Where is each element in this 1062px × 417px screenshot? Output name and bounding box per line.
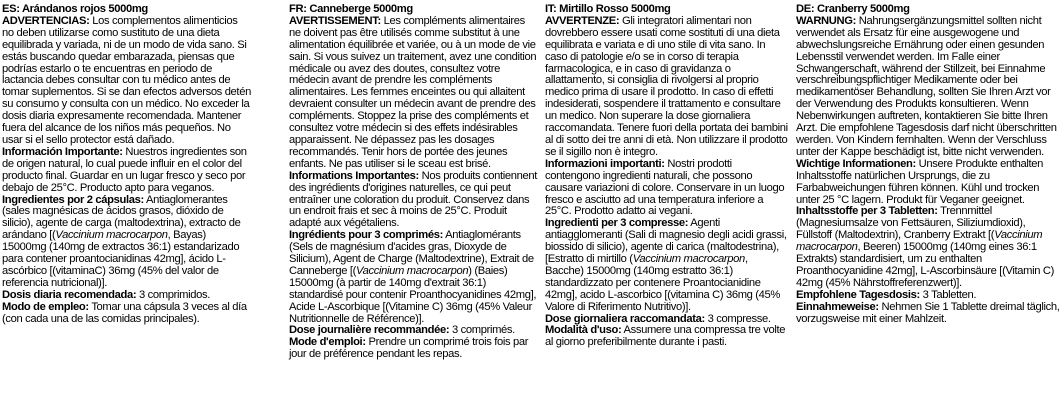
usage-section [289, 337, 539, 361]
section-heading: Dosis diaria recomendada: [2, 288, 137, 301]
section-heading: AVVERTENZE: [545, 14, 620, 27]
section-text: Gli integratori alimentari non dovrebbero essere usati come sostituti di una dieta equilibrata e variata e di uno stile di vita sano. In caso di patologie e/o se in corso di terapia farmacologica, e in caso di gravidanza o allattamento, si consiglia di rivolgersi al proprio medico prima di usare il prodotto. In caso di effetti indesiderati, sospendere il trattamento e consultare un medico. Non superare la dose giornaliera raccomandata. Tenere fuori della portata dei bambini al di sotto dei tre anni di età. Non utilizzare il prodotto se il sigillo non è integro. [545, 14, 788, 158]
section-heading: Modo de empleo: [2, 300, 89, 313]
warning-section [545, 16, 789, 159]
section-text: Los complementos alimenticios no deben utilizarse como sustituto de una dieta equilibrada y variada, ni de un modo de vida sano. Si estás buscando quedar embarazada, piensas que podrías estarlo o te encuentras en periodo de lactancia debes consultar con tu médico antes de tomar suplementos. Si se dan efectos adversos detén su consumo y consulta con un médico. No exceder la dosis diaria expresamente recomendada. Mantener fuera del alcance de los niños más pequeños. No usar si el sello protector está dañado. [2, 14, 251, 146]
ingredients-section [796, 206, 1060, 289]
section-text: , Bacche) 15000mg (140mg estratto 36:1) standardizzato per contenere Proantocianidine 42mg], acido L-ascorbico [(vitamina C) 36mg (45% Valore di Riferimento Nutritivo)]. [545, 253, 781, 313]
section-heading: Modalità d'uso: [545, 324, 622, 337]
section-heading: Ingrédients pour 3 comprimés: [289, 229, 443, 242]
column-title: ES: Arándanos rojos 5000mg [2, 3, 148, 15]
section-heading: Informazioni importanti: [545, 157, 665, 170]
species-name: Vaccinium macrocarpon [796, 229, 1043, 254]
warning-section [796, 16, 1060, 159]
section-text: 3 comprimés. [451, 324, 515, 337]
section-text: Nostri prodotti contengono ingredienti naturali, che possono causare variazioni di colore. Conservare in un luogo fresco e asciutto ad una temperatura inferiore a 25°C. Prodotto adatto ai vegani. [545, 157, 785, 218]
section-text: Nahrungsergänzungsmittel sollten nicht verwendet als Ersatz für eine ausgewogene und abwechslungsreiche Ernährung oder einen gesunden Lebensstil verwendet werden. Im Falle einer Schwangerschaft, während der Stillzeit, bei Einnahme verschreibungspflichtiger Medikamente oder bei medikamentöser Behandlung, sollten Sie Ihren Arzt vor der Verwendung des Produkts konsultieren. Wenn Nebenwirkungen auftreten, kontaktieren Sie bitte Ihren Arzt. Die empfohlene Tagesdosis darf nicht überschritten werden. Von Kindern fernhalten. Wenn der Verschluss unter der Kappe beschädigt ist, bitte nicht verwenden. [796, 14, 1057, 158]
species-name: Vaccinium macrocarpon [355, 264, 469, 277]
spanish-label-column [2, 4, 252, 325]
usage-section [2, 302, 252, 326]
section-text: , Bayas) 15000mg (140mg de extractos 36:1) estandarizado para contener proantocianidinas 42mg], ácido L-ascórbico [(vitaminaC) 36mg (45% del valor de referencia nutricional)]. [2, 229, 240, 289]
italian-label-column [545, 4, 789, 349]
info-section [2, 147, 252, 195]
section-text: Assumere una compressa tre volte al giorno preferibilmente durante i pasti. [545, 324, 786, 349]
section-text: ) (Baies) 15000mg (à partir de 140mg d'extrait 36:1) standardisé pour contenir Proanthocyanidines 42mg], Acide L-Ascorbique [(Vitamine C) 36mg (45% Valeur Nutritionnelle de Référence)]. [289, 264, 537, 325]
german-label-column [796, 4, 1060, 325]
info-section [545, 159, 789, 219]
section-text: Prendre un comprimé trois fois par jour de préférence pendant les repas. [289, 336, 529, 361]
section-heading: Inhaltsstoffe per 3 Tabletten: [796, 205, 938, 218]
section-heading: Dose giornaliera raccomandata: [545, 312, 705, 325]
section-heading: AVERTISSEMENT: [289, 14, 381, 27]
section-text: Agenti antiagglomeranti (Sali di magnesio degli acidi grassi, biossido di silicio), agente di carica (maltodestrina), [Estratto di mirtillo ( [545, 217, 787, 266]
section-text: Nos produits contiennent des ingrédients d'origines naturelles, ce qui peut entraîner une coloration du produit. Conservez dans un endroit frais et sec à moins de 25°C. Produit adapté aux végétaliens. [289, 169, 538, 230]
usage-section [796, 302, 1060, 326]
section-heading: Empfohlene Tagesdosis: [796, 288, 920, 301]
section-heading: Informations Importantes: [289, 169, 419, 182]
section-heading: Einnahmeweise: [796, 300, 879, 313]
section-text: Trennmittel (Magnesiumsalze von Fettsäuren, Siliziumdioxid), Füllstoff (Maltodextrin), Cranberry Extrakt [( [796, 205, 1026, 242]
ingredients-section [545, 218, 789, 313]
section-heading: WARNUNG: [796, 14, 856, 27]
section-text: Les compléments alimentaires ne doivent pas être utilisés comme substitut à une alimentation équilibrée et variée, ou à un mode de vie sain. Si vous suivez un traitement, avez une condition médicale ou avez des doutes, consultez votre médecin avant de prendre les compléments alimentaires. Les femmes enceintes ou qui allaitent devraient consulter un médecin avant de prendre des compléments. Stoppez la prise des compléments et consultez votre médecin si des effets indésirables apparaissent. Ne dépassez pas les dosages recommandés. Tenir hors de portée des jeunes enfants. Ne pas utiliser si le sceau est brisé. [289, 14, 537, 170]
ingredients-section [2, 195, 252, 290]
info-section [289, 171, 539, 231]
section-heading: Wichtige Informationen: [796, 157, 916, 170]
section-text: Antiaglomérants (Sels de magnésium d'acides gras, Dioxyde de Silicium), Agent de Charge (Maltodextrine), Extrait de Canneberge [( [289, 229, 534, 277]
section-heading: Dose journalière recommandée: [289, 324, 450, 337]
section-text: Nuestros ingredientes son de origen natural, lo cual puede influir en el color del producto final. Guardar en un lugar fresco y seco por debajo de 25°C. Producto apto para veganos. [2, 145, 247, 194]
section-heading: Ingredienti per 3 compresse: [545, 217, 689, 230]
french-label-column [289, 4, 539, 361]
section-text: 3 Tabletten. [922, 288, 977, 301]
section-text: Nehmen Sie 1 Tablette dreimal täglich, vorzugsweise mit einer Mahlzeit. [796, 300, 1060, 325]
species-name: Vaccinium macrocarpon [632, 253, 745, 266]
column-title: DE: Cranberry 5000mg [796, 3, 910, 15]
warning-section [2, 16, 252, 147]
section-heading: Mode d'emploi: [289, 336, 366, 349]
section-heading: ADVERTENCIAS: [2, 14, 90, 27]
warning-section [289, 16, 539, 171]
section-text: Antiaglomerantes (sales magnésicas de ácidos grasos, dióxido de silicio), agente de carga (maltodextrina), extracto de arándano [( [2, 193, 241, 242]
section-text: Unsere Produkte enthalten Inhaltsstoffe natürlichen Ursprungs, die zu Farbabweichungen führen können. Kühl und trocken unter 25 °C lagern. Produkt für Veganer geeignet. [796, 157, 1043, 206]
section-text: 3 compresse. [707, 312, 771, 325]
species-name: Vaccinium macrocarpon [55, 229, 168, 242]
column-title: FR: Canneberge 5000mg [289, 3, 413, 15]
section-heading: Información Importante: [2, 145, 123, 158]
section-text: Tomar una cápsula 3 veces al día (con cada una de las comidas principales). [2, 300, 247, 325]
ingredients-section [289, 230, 539, 325]
section-text: 3 comprimidos. [139, 288, 210, 301]
section-heading: Ingredientes por 2 cápsulas: [2, 193, 144, 206]
info-section [796, 159, 1060, 207]
column-title: IT: Mirtillo Rosso 5000mg [545, 3, 671, 15]
section-text: , Beeren) 15000mg (140mg eines 36:1 Extrakts) standardisiert, um zu enthalten Proanthocyanidine 42mg], L-Ascorbinsäure [(Vitamin C) 42mg (45% Nährstoffreferenzwert)]. [796, 241, 1054, 289]
usage-section [545, 325, 789, 349]
